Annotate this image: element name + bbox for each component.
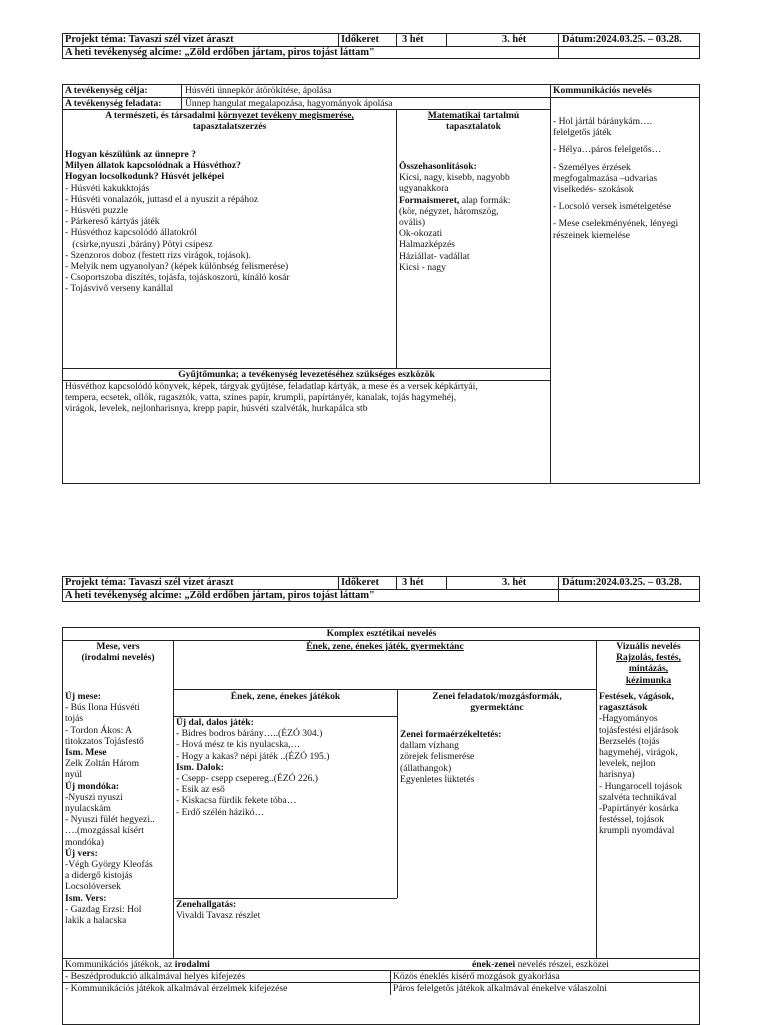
weekly-title-2: A heti tevékenység alcíme: „Zöld erdőben jártam, piros tojást láttam" (65, 590, 375, 601)
date-range: Dátum:2024.03.25. – 03.28. (562, 34, 682, 45)
collection-content (63, 381, 550, 415)
movement-line: Egyenletes lüktetés (400, 773, 475, 785)
visual-header-line: Rajzolás, festés, (616, 652, 681, 664)
environment-question: Hogyan készülünk az ünnepre ? (65, 149, 196, 160)
literature-line: Új vers: (65, 847, 98, 859)
literature-line: - Nyuszi fülét hegyezi.. (65, 814, 155, 826)
environment-question: Hogyan locsolkodunk? Húsvét jelképei (65, 171, 225, 183)
song-line: - Hová mész te kis nyulacska,… (176, 739, 301, 751)
communication-item-line: - Személyes érzések (553, 161, 631, 173)
math-line: Kicsi, nagy, kisebb, nagyobb (399, 172, 510, 184)
task-label: A tevékenység feladata: (65, 98, 162, 109)
music-header: Ének, zene, énekes játék, gyermektánc (306, 641, 464, 652)
collection-line: tempera, ecsetek, ollók, ragasztók, vatta, színes papír, krumpli, papírtányér, kanalak, tojás hagymehéj, (65, 392, 457, 404)
communication-item (553, 218, 698, 240)
communication-item-line: - Hol jártál báránykám…. (553, 116, 653, 127)
math-line: ovális) (399, 217, 426, 229)
communication-item-line: részeinek kiemelése (553, 229, 630, 241)
visual-line: Berzselés (tojás (599, 735, 660, 747)
song-line: - Kiskacsa fürdik fekete tóba… (176, 795, 297, 807)
bottom-right-header: ének-zenei nevelés részei, eszközei (472, 959, 609, 970)
environment-item: - Húsvéthoz kapcsolódó állatokról (65, 227, 197, 239)
literature-line: Zelk Zoltán Három (65, 758, 140, 770)
literature-line: -Végh György Kleofás (65, 859, 153, 871)
collection-header: Gyűjtőmunka; a tevékenység levezetéséhez szükséges eszközök (178, 369, 435, 380)
visual-line: festéssel, tojások (599, 814, 665, 826)
task-value: Ünnep hangulat megalapozása, hagyományok ápolása (185, 98, 393, 109)
song-line: - Esik az eső (176, 784, 225, 796)
communication-item (553, 162, 698, 196)
visual-line: krumpli nyomdával (599, 825, 675, 837)
communication-item-line: viselkedés- szokások (553, 184, 634, 196)
literature-line: titokzatos Tojásfestő (65, 735, 144, 747)
environment-item: - Melyik nem ugyanolyan? (képek különbség felismerése) (65, 261, 289, 273)
complex-header: Komplex esztétikai nevelés (326, 628, 437, 639)
project-theme: Projekt téma: Tavaszi szél vizet áraszt (65, 34, 234, 45)
communication-item-line: felelgetős játék (553, 127, 612, 139)
literature-header (63, 641, 173, 663)
movement-line: dallam vízhang (400, 740, 459, 752)
literature-line: Ism. Vers: (65, 892, 107, 904)
visual-line: harisnya) (599, 769, 635, 781)
math-line: ugyanakkora (399, 183, 449, 195)
math-line: Kicsi - nagy (399, 261, 446, 273)
literature-content (63, 691, 173, 926)
math-line: Háziállat- vadállat (399, 250, 470, 262)
communication-item (553, 116, 698, 138)
visual-line: szalvéta technikával (599, 791, 677, 803)
timeframe-value-2: 3 hét (402, 577, 424, 588)
literature-line: Új mondóka: (65, 780, 120, 792)
movement-line: zörejek felismerése (400, 751, 475, 763)
environment-item: (csirke,nyuszi ,bárány) Pötyi csipesz (65, 238, 213, 250)
math-line: Halmazképzés (399, 239, 455, 251)
communication-item-line: - Mese cselekményének, lényegi (553, 218, 679, 230)
timeframe-label: Időkeret (341, 34, 379, 45)
environment-items (65, 183, 394, 295)
communication-item-line: - Hélya…páros felelgetős… (553, 144, 662, 156)
literature-line: tojás (65, 713, 84, 725)
visual-line: -Hagyományos (599, 713, 658, 725)
song-line: Ism. Dalok: (176, 761, 224, 773)
song-line: - Hogy a kakas? népi játék ..(ÉZÓ 195.) (176, 750, 330, 762)
song-line: - Csepp- csepp csepereg..(ÉZÓ 226.) (176, 773, 318, 785)
environment-item: - Húsvéti puzzle (65, 205, 128, 217)
song-content (174, 717, 397, 818)
visual-header (597, 641, 700, 686)
visual-line: - Hungarocell tojások (599, 780, 683, 792)
bottom-row-1-right: Közös éneklés kísérő mozgások gyakorlása (393, 971, 560, 982)
environment-question: Milyen állatok kapcsolódnak a Húsvéthoz? (65, 160, 241, 172)
environment-item: - Csoportszoba díszítés, tojásfa, tojáskoszorú, kínáló kosár (65, 272, 290, 284)
communication-item (553, 144, 698, 155)
goal-value: Húsvéti ünnepkör átörökítése, ápolása (185, 85, 332, 96)
timeframe-value: 3 hét (402, 34, 424, 45)
timeframe-label-2: Időkeret (341, 577, 379, 588)
goal-label: A tevékenység célja: (65, 85, 148, 96)
visual-line: -Papírtányér kosárka (599, 803, 679, 815)
literature-header-line: (irodalmi nevelés) (81, 652, 155, 664)
environment-item: - Szenzoros doboz (festett rizs virágok, tojások). (65, 249, 251, 261)
literature-line: - Tordon Ákos: A (65, 724, 133, 736)
literature-line: nyulacskám (65, 803, 111, 815)
movement-header (398, 691, 596, 713)
environment-header: A természeti, és társadalmi környezet tevékeny megismerése, tapasztalatszerzés (105, 110, 354, 133)
literature-line: -Nyuszi nyuszi (65, 791, 123, 803)
communication-item-line: megfogalmazása –udvarias (553, 172, 658, 184)
math-header: Matematikai tartalmú tapasztalatok (427, 110, 520, 133)
visual-header-line: Vizuális nevelés (616, 641, 681, 652)
environment-questions (65, 149, 394, 183)
environment-item: - Húsvéti vonalazók, juttasd el a nyuszit a répához (65, 193, 259, 205)
literature-line: mondóka) (65, 836, 104, 848)
math-content (397, 161, 550, 273)
song-line: - Bidres bodros bárány…..(ÉZÓ 304.) (176, 728, 323, 740)
visual-line: levelek, nejlon (599, 758, 656, 770)
bottom-left-header: Kommunikációs játékok, az irodalmi (65, 959, 210, 970)
collection-line: virágok, levelek, nejlonharisnya, krepp papír, húsvéti szalvéták, hurkapálca stb (65, 403, 368, 415)
week-number: 3. hét (502, 34, 527, 45)
visual-line: ragasztások (599, 702, 648, 714)
environment-item: - Párkereső kártyás játék (65, 216, 160, 228)
literature-line: nyúl (65, 769, 83, 781)
math-compare-label: Összehasonlítások: (399, 161, 477, 172)
movement-content (398, 729, 596, 785)
communication-content (551, 116, 700, 247)
bottom-row-2-left: - Kommunikációs játékok alkalmával érzelmek kifejezése (65, 983, 288, 994)
date-range-2: Dátum:2024.03.25. – 03.28. (562, 577, 682, 588)
music-listening: Zenehallgatás: Vivaldi Tavasz részlet (176, 899, 261, 922)
week-number-2: 3. hét (502, 577, 527, 588)
environment-item: - Tojásvivő verseny kanállal (65, 283, 174, 295)
song-line: - Erdő szélén házikó… (176, 806, 265, 818)
song-header: Ének, zene, énekes játékok (230, 691, 341, 702)
visual-content (597, 691, 700, 837)
bottom-row-2-right: Páros felelgetős játékok alkalmával énekelve válaszolni (393, 983, 607, 994)
movement-header-line: Zenei feladatok/mozgásformák, (432, 691, 562, 702)
communication-item-line: - Locsoló versek ismételgetése (553, 201, 672, 213)
environment-item: - Húsvéti kakukktojás (65, 182, 150, 194)
literature-line: Ism. Mese (65, 747, 107, 759)
literature-line: - Bús Ilona Húsvéti (65, 702, 140, 714)
literature-line: Locsolóversek (65, 881, 121, 893)
visual-line: hagymehéj, virágok, (599, 747, 678, 759)
environment-content (63, 149, 396, 295)
project-theme-2: Projekt téma: Tavaszi szél vizet áraszt (65, 577, 234, 588)
visual-line: Festések, vágások, (599, 691, 674, 702)
communication-header: Kommunikációs nevelés (553, 85, 652, 96)
movement-line: Zenei formaérzékeltetés: (400, 729, 502, 740)
literature-line: - Gazdag Erzsi: Hol (65, 903, 142, 915)
collection-line: Húsvéthoz kapcsolódó könyvek, képek, tárgyak gyűjtése, feladatlap kártyák, a mese és a versek képkártyái, (65, 381, 478, 392)
math-line: Ok-okozati (399, 228, 443, 240)
math-shapes-lines (399, 206, 548, 273)
math-compare-lines (399, 172, 548, 194)
communication-item (553, 201, 698, 212)
literature-line: a didergő kistojás (65, 870, 133, 882)
visual-line: tojásfestési eljárások (599, 724, 679, 736)
literature-line: ….(mozgással kísért (65, 825, 144, 837)
visual-header-line: kézimunka (625, 674, 672, 686)
song-line: Új dal, dalos játék: (176, 717, 254, 728)
bottom-row-1-left: - Beszédprodukció alkalmával helyes kifejezés (65, 971, 246, 982)
literature-header-line: Mese, vers (96, 641, 140, 652)
movement-header-line: gyermektánc (470, 702, 524, 714)
movement-line: (állathangok) (400, 762, 452, 774)
math-line: (kör, négyzet, háromszög, (399, 205, 499, 217)
math-shapes-label: Formaismeret, alap formák: (399, 194, 511, 206)
weekly-title: A heti tevékenység alcíme: „Zöld erdőben jártam, piros tojást láttam" (65, 47, 375, 58)
literature-line: Új mese: (65, 691, 101, 702)
visual-header-line: mintázás, (628, 663, 669, 675)
literature-line: lakik a halacska (65, 915, 127, 927)
